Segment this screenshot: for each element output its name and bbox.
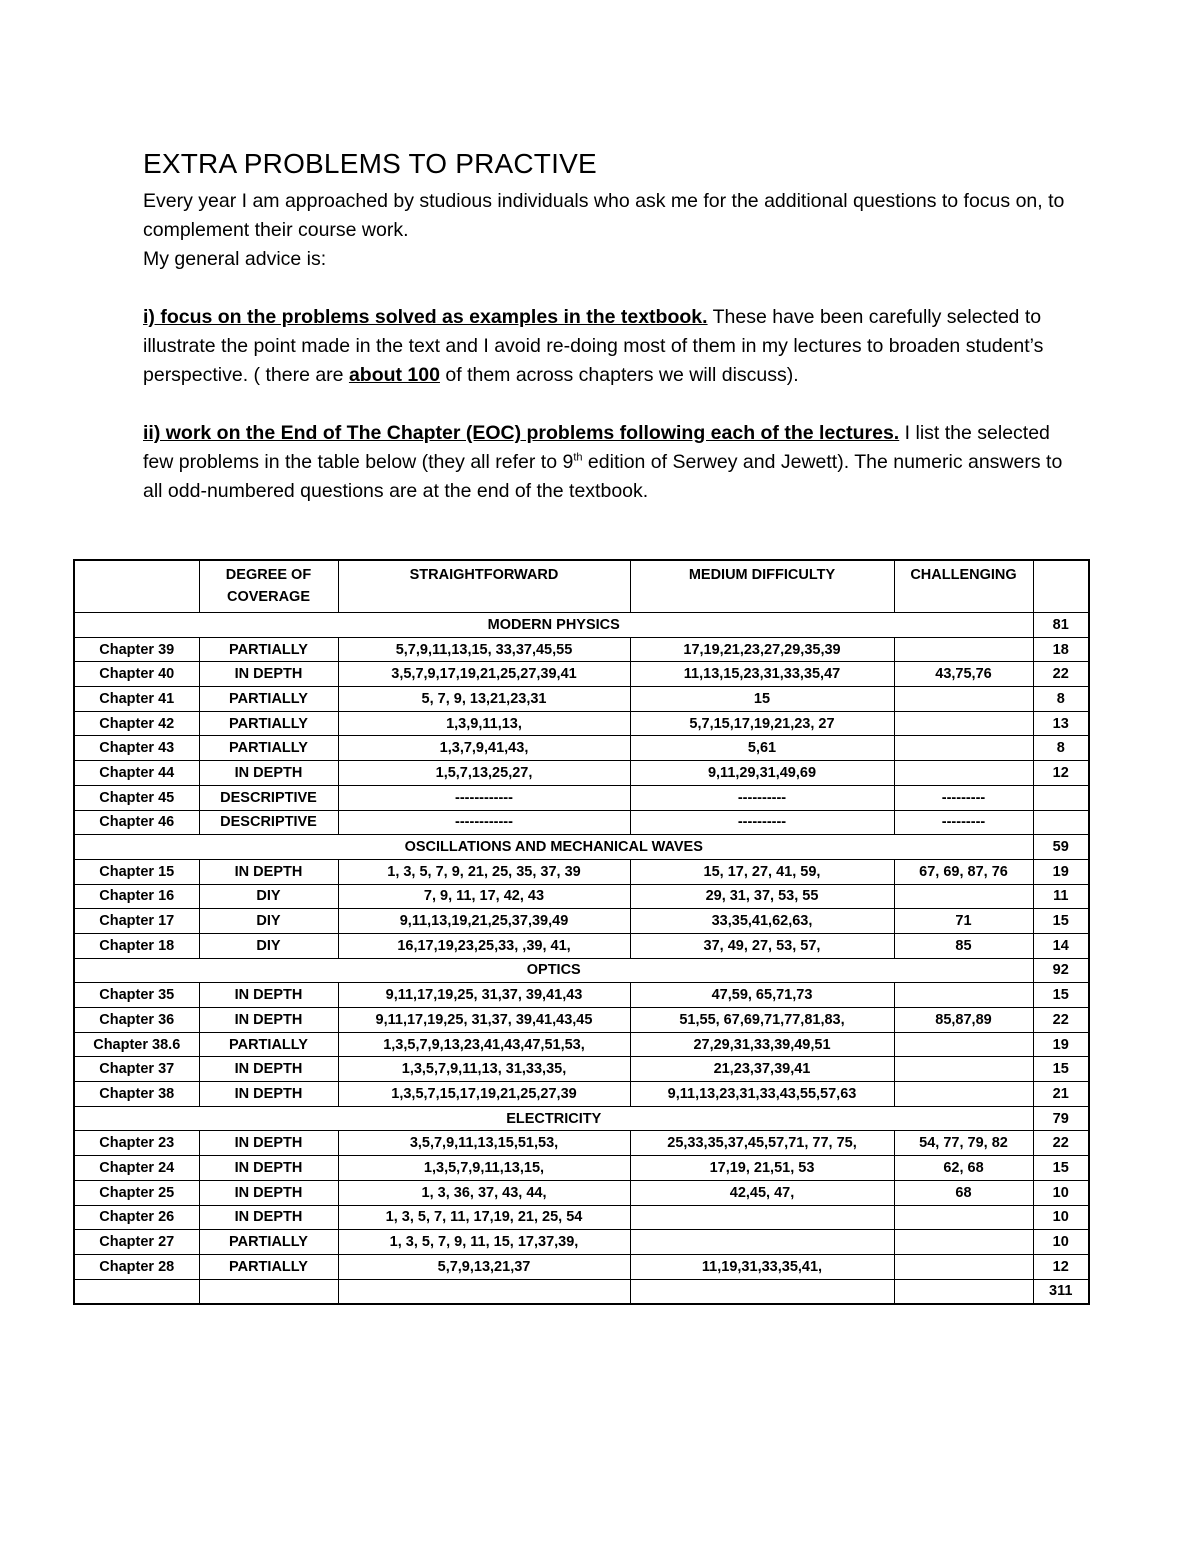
coverage-cell: IN DEPTH bbox=[199, 1057, 338, 1082]
count-cell: 11 bbox=[1033, 884, 1089, 909]
challenging-cell bbox=[894, 711, 1033, 736]
chapter-cell: Chapter 24 bbox=[74, 1156, 199, 1181]
challenging-cell bbox=[894, 1254, 1033, 1279]
challenging-cell: --------- bbox=[894, 810, 1033, 835]
section-total: 92 bbox=[1033, 958, 1089, 983]
table-row bbox=[74, 1008, 1089, 1033]
advice-point-1-heading: i) focus on the problems solved as examples in the textbook. bbox=[143, 306, 708, 328]
medium-cell: 51,55, 67,69,71,77,81,83, bbox=[630, 1008, 894, 1033]
coverage-cell: PARTIALLY bbox=[199, 687, 338, 712]
section-total: 79 bbox=[1033, 1106, 1089, 1131]
table-row bbox=[74, 1082, 1089, 1107]
straightforward-cell: 1,3,5,7,15,17,19,21,25,27,39 bbox=[338, 1082, 630, 1107]
table-row bbox=[74, 1057, 1089, 1082]
advice-point-1-text-b: of them across chapters we will discuss). bbox=[439, 364, 799, 386]
count-cell: 22 bbox=[1033, 662, 1089, 687]
count-cell: 15 bbox=[1033, 1156, 1089, 1181]
coverage-cell: IN DEPTH bbox=[199, 859, 338, 884]
straightforward-cell: 5, 7, 9, 13,21,23,31 bbox=[338, 687, 630, 712]
table-row bbox=[74, 736, 1089, 761]
medium-cell bbox=[630, 1205, 894, 1230]
advice-point-2-text-b: edition of Serwey and Jewett). The numeric answers to all odd-numbered questions are at the end of the textbook. bbox=[143, 451, 1063, 502]
straightforward-cell: 9,11,17,19,25, 31,37, 39,41,43,45 bbox=[338, 1008, 630, 1033]
medium-cell: 33,35,41,62,63, bbox=[630, 909, 894, 934]
medium-cell: ---------- bbox=[630, 785, 894, 810]
section-row bbox=[74, 835, 1089, 860]
chapter-cell: Chapter 18 bbox=[74, 933, 199, 958]
straightforward-cell: 1,5,7,13,25,27, bbox=[338, 761, 630, 786]
intro-paragraph bbox=[143, 187, 1083, 245]
straightforward-cell: 16,17,19,23,25,33, ,39, 41, bbox=[338, 933, 630, 958]
section-total: 59 bbox=[1033, 835, 1089, 860]
chapter-cell: Chapter 39 bbox=[74, 637, 199, 662]
challenging-cell bbox=[894, 637, 1033, 662]
coverage-cell: IN DEPTH bbox=[199, 761, 338, 786]
count-cell: 22 bbox=[1033, 1008, 1089, 1033]
count-cell: 12 bbox=[1033, 761, 1089, 786]
challenging-cell bbox=[894, 736, 1033, 761]
problems-table-body bbox=[74, 560, 1089, 1304]
count-cell: 22 bbox=[1033, 1131, 1089, 1156]
table-row bbox=[74, 1230, 1089, 1255]
table-row bbox=[74, 1131, 1089, 1156]
grand-total-cell: 311 bbox=[1033, 1279, 1089, 1304]
count-cell: 15 bbox=[1033, 983, 1089, 1008]
table-row bbox=[74, 687, 1089, 712]
table-row bbox=[74, 983, 1089, 1008]
medium-cell: 11,19,31,33,35,41, bbox=[630, 1254, 894, 1279]
coverage-cell: IN DEPTH bbox=[199, 662, 338, 687]
section-title: ELECTRICITY bbox=[74, 1106, 1033, 1131]
header-cell-blank bbox=[74, 560, 199, 613]
challenging-cell: --------- bbox=[894, 785, 1033, 810]
chapter-cell: Chapter 41 bbox=[74, 687, 199, 712]
challenging-cell bbox=[894, 983, 1033, 1008]
chapter-cell: Chapter 36 bbox=[74, 1008, 199, 1033]
coverage-cell: PARTIALLY bbox=[199, 1032, 338, 1057]
header-challenging: CHALLENGING bbox=[894, 560, 1033, 613]
chapter-cell: Chapter 38.6 bbox=[74, 1032, 199, 1057]
medium-cell: 17,19,21,23,27,29,35,39 bbox=[630, 637, 894, 662]
header-count bbox=[1033, 560, 1089, 613]
chapter-cell: Chapter 45 bbox=[74, 785, 199, 810]
challenging-cell: 85,87,89 bbox=[894, 1008, 1033, 1033]
table-row bbox=[74, 662, 1089, 687]
section-total: 81 bbox=[1033, 613, 1089, 638]
straightforward-cell: 3,5,7,9,17,19,21,25,27,39,41 bbox=[338, 662, 630, 687]
medium-cell: 27,29,31,33,39,49,51 bbox=[630, 1032, 894, 1057]
challenging-cell: 62, 68 bbox=[894, 1156, 1033, 1181]
coverage-cell: DESCRIPTIVE bbox=[199, 785, 338, 810]
table-row bbox=[74, 1205, 1089, 1230]
count-cell: 19 bbox=[1033, 859, 1089, 884]
chapter-cell: Chapter 40 bbox=[74, 662, 199, 687]
challenging-cell bbox=[894, 884, 1033, 909]
problems-table bbox=[73, 559, 1090, 1305]
medium-cell: 15, 17, 27, 41, 59, bbox=[630, 859, 894, 884]
straightforward-cell: 1, 3, 5, 7, 11, 17,19, 21, 25, 54 bbox=[338, 1205, 630, 1230]
count-cell: 18 bbox=[1033, 637, 1089, 662]
medium-cell: 37, 49, 27, 53, 57, bbox=[630, 933, 894, 958]
coverage-cell: IN DEPTH bbox=[199, 1180, 338, 1205]
straightforward-cell: 1,3,7,9,41,43, bbox=[338, 736, 630, 761]
coverage-cell: PARTIALLY bbox=[199, 637, 338, 662]
advice-line: My general advice is: bbox=[143, 248, 327, 270]
intro-line-1: Every year I am approached by studious individuals who ask me for the additional questions to focus on, to complement their course work. bbox=[143, 190, 1065, 241]
advice-point-1-emphasis: about 100 bbox=[348, 364, 440, 386]
chapter-cell: Chapter 37 bbox=[74, 1057, 199, 1082]
chapter-cell: Chapter 35 bbox=[74, 983, 199, 1008]
straightforward-cell: 9,11,13,19,21,25,37,39,49 bbox=[338, 909, 630, 934]
straightforward-cell: 5,7,9,13,21,37 bbox=[338, 1254, 630, 1279]
table-row bbox=[74, 1156, 1089, 1181]
challenging-cell: 67, 69, 87, 76 bbox=[894, 859, 1033, 884]
medium-cell: 9,11,29,31,49,69 bbox=[630, 761, 894, 786]
coverage-cell: IN DEPTH bbox=[199, 983, 338, 1008]
count-cell: 8 bbox=[1033, 736, 1089, 761]
coverage-cell: IN DEPTH bbox=[199, 1131, 338, 1156]
table-row bbox=[74, 933, 1089, 958]
medium-cell bbox=[630, 1230, 894, 1255]
count-cell: 15 bbox=[1033, 1057, 1089, 1082]
count-cell bbox=[1033, 810, 1089, 835]
header-degree-of-coverage: DEGREE OF COVERAGE bbox=[199, 560, 338, 613]
chapter-cell: Chapter 44 bbox=[74, 761, 199, 786]
table-row bbox=[74, 1254, 1089, 1279]
advice-point-2 bbox=[143, 419, 1083, 506]
coverage-cell: PARTIALLY bbox=[199, 736, 338, 761]
coverage-cell: DESCRIPTIVE bbox=[199, 810, 338, 835]
chapter-cell: Chapter 43 bbox=[74, 736, 199, 761]
straightforward-cell: 1, 3, 36, 37, 43, 44, bbox=[338, 1180, 630, 1205]
count-cell: 19 bbox=[1033, 1032, 1089, 1057]
chapter-cell: Chapter 25 bbox=[74, 1180, 199, 1205]
straightforward-cell: 7, 9, 11, 17, 42, 43 bbox=[338, 884, 630, 909]
medium-cell: 5,61 bbox=[630, 736, 894, 761]
challenging-cell bbox=[894, 1032, 1033, 1057]
straightforward-cell: 5,7,9,11,13,15, 33,37,45,55 bbox=[338, 637, 630, 662]
empty-cell bbox=[338, 1279, 630, 1304]
table-row bbox=[74, 785, 1089, 810]
grand-total-row bbox=[74, 1279, 1089, 1304]
straightforward-cell: 9,11,17,19,25, 31,37, 39,41,43 bbox=[338, 983, 630, 1008]
medium-cell: 9,11,13,23,31,33,43,55,57,63 bbox=[630, 1082, 894, 1107]
challenging-cell: 85 bbox=[894, 933, 1033, 958]
challenging-cell bbox=[894, 1230, 1033, 1255]
straightforward-cell: 3,5,7,9,11,13,15,51,53, bbox=[338, 1131, 630, 1156]
chapter-cell: Chapter 42 bbox=[74, 711, 199, 736]
medium-cell: 25,33,35,37,45,57,71, 77, 75, bbox=[630, 1131, 894, 1156]
straightforward-cell: 1,3,5,7,9,11,13, 31,33,35, bbox=[338, 1057, 630, 1082]
header-straightforward: STRAIGHTFORWARD bbox=[338, 560, 630, 613]
table-row bbox=[74, 884, 1089, 909]
medium-cell: 42,45, 47, bbox=[630, 1180, 894, 1205]
count-cell: 10 bbox=[1033, 1205, 1089, 1230]
coverage-cell: PARTIALLY bbox=[199, 1230, 338, 1255]
section-row bbox=[74, 613, 1089, 638]
challenging-cell bbox=[894, 687, 1033, 712]
chapter-cell: Chapter 26 bbox=[74, 1205, 199, 1230]
straightforward-cell: 1, 3, 5, 7, 9, 11, 15, 17,37,39, bbox=[338, 1230, 630, 1255]
chapter-cell: Chapter 16 bbox=[74, 884, 199, 909]
challenging-cell: 71 bbox=[894, 909, 1033, 934]
section-title: OSCILLATIONS AND MECHANICAL WAVES bbox=[74, 835, 1033, 860]
table-row bbox=[74, 859, 1089, 884]
empty-cell bbox=[630, 1279, 894, 1304]
straightforward-cell: 1, 3, 5, 7, 9, 21, 25, 35, 37, 39 bbox=[338, 859, 630, 884]
advice-point-2-text-a: I list the selected few problems in the table below (they all refer to 9 bbox=[143, 422, 1050, 473]
count-cell: 10 bbox=[1033, 1230, 1089, 1255]
coverage-cell: DIY bbox=[199, 933, 338, 958]
challenging-cell bbox=[894, 1057, 1033, 1082]
coverage-cell: PARTIALLY bbox=[199, 1254, 338, 1279]
medium-cell: 11,13,15,23,31,33,35,47 bbox=[630, 662, 894, 687]
count-cell: 8 bbox=[1033, 687, 1089, 712]
medium-cell: 29, 31, 37, 53, 55 bbox=[630, 884, 894, 909]
chapter-cell: Chapter 23 bbox=[74, 1131, 199, 1156]
straightforward-cell: 1,3,5,7,9,13,23,41,43,47,51,53, bbox=[338, 1032, 630, 1057]
table-header-row bbox=[74, 560, 1089, 613]
chapter-cell: Chapter 27 bbox=[74, 1230, 199, 1255]
section-title: OPTICS bbox=[74, 958, 1033, 983]
straightforward-cell: ------------ bbox=[338, 810, 630, 835]
table-row bbox=[74, 637, 1089, 662]
coverage-cell: IN DEPTH bbox=[199, 1082, 338, 1107]
edition-superscript: th bbox=[573, 451, 583, 464]
page-title: EXTRA PROBLEMS TO PRACTIVE bbox=[143, 148, 597, 179]
chapter-cell: Chapter 17 bbox=[74, 909, 199, 934]
section-row bbox=[74, 958, 1089, 983]
advice-point-1-text-a: These have been carefully selected to illustrate the point made in the text and I avoid re-doing most of them in my lectures to broaden student’s perspective. ( there are bbox=[143, 306, 1044, 386]
chapter-cell: Chapter 38 bbox=[74, 1082, 199, 1107]
empty-cell bbox=[894, 1279, 1033, 1304]
medium-cell: 5,7,15,17,19,21,23, 27 bbox=[630, 711, 894, 736]
empty-cell bbox=[74, 1279, 199, 1304]
chapter-cell: Chapter 28 bbox=[74, 1254, 199, 1279]
chapter-cell: Chapter 46 bbox=[74, 810, 199, 835]
medium-cell: 17,19, 21,51, 53 bbox=[630, 1156, 894, 1181]
challenging-cell: 68 bbox=[894, 1180, 1033, 1205]
medium-cell: ---------- bbox=[630, 810, 894, 835]
table-row bbox=[74, 711, 1089, 736]
intro-text bbox=[143, 187, 1083, 506]
coverage-cell: DIY bbox=[199, 909, 338, 934]
straightforward-cell: ------------ bbox=[338, 785, 630, 810]
count-cell: 15 bbox=[1033, 909, 1089, 934]
count-cell bbox=[1033, 785, 1089, 810]
medium-cell: 15 bbox=[630, 687, 894, 712]
table-row bbox=[74, 761, 1089, 786]
coverage-cell: IN DEPTH bbox=[199, 1008, 338, 1033]
section-row bbox=[74, 1106, 1089, 1131]
straightforward-cell: 1,3,5,7,9,11,13,15, bbox=[338, 1156, 630, 1181]
advice-point-1 bbox=[143, 303, 1083, 390]
table-row bbox=[74, 810, 1089, 835]
coverage-cell: DIY bbox=[199, 884, 338, 909]
medium-cell: 47,59, 65,71,73 bbox=[630, 983, 894, 1008]
count-cell: 21 bbox=[1033, 1082, 1089, 1107]
section-title: MODERN PHYSICS bbox=[74, 613, 1033, 638]
challenging-cell: 54, 77, 79, 82 bbox=[894, 1131, 1033, 1156]
challenging-cell bbox=[894, 1082, 1033, 1107]
challenging-cell: 43,75,76 bbox=[894, 662, 1033, 687]
coverage-cell: IN DEPTH bbox=[199, 1156, 338, 1181]
straightforward-cell: 1,3,9,11,13, bbox=[338, 711, 630, 736]
table-row bbox=[74, 1180, 1089, 1205]
count-cell: 14 bbox=[1033, 933, 1089, 958]
count-cell: 13 bbox=[1033, 711, 1089, 736]
table-row bbox=[74, 909, 1089, 934]
count-cell: 12 bbox=[1033, 1254, 1089, 1279]
chapter-cell: Chapter 15 bbox=[74, 859, 199, 884]
empty-cell bbox=[199, 1279, 338, 1304]
medium-cell: 21,23,37,39,41 bbox=[630, 1057, 894, 1082]
count-cell: 10 bbox=[1033, 1180, 1089, 1205]
coverage-cell: PARTIALLY bbox=[199, 711, 338, 736]
advice-point-2-heading: ii) work on the End of The Chapter (EOC) problems following each of the lectures. bbox=[143, 422, 900, 444]
challenging-cell bbox=[894, 1205, 1033, 1230]
header-medium-difficulty: MEDIUM DIFFICULTY bbox=[630, 560, 894, 613]
challenging-cell bbox=[894, 761, 1033, 786]
coverage-cell: IN DEPTH bbox=[199, 1205, 338, 1230]
table-row bbox=[74, 1032, 1089, 1057]
